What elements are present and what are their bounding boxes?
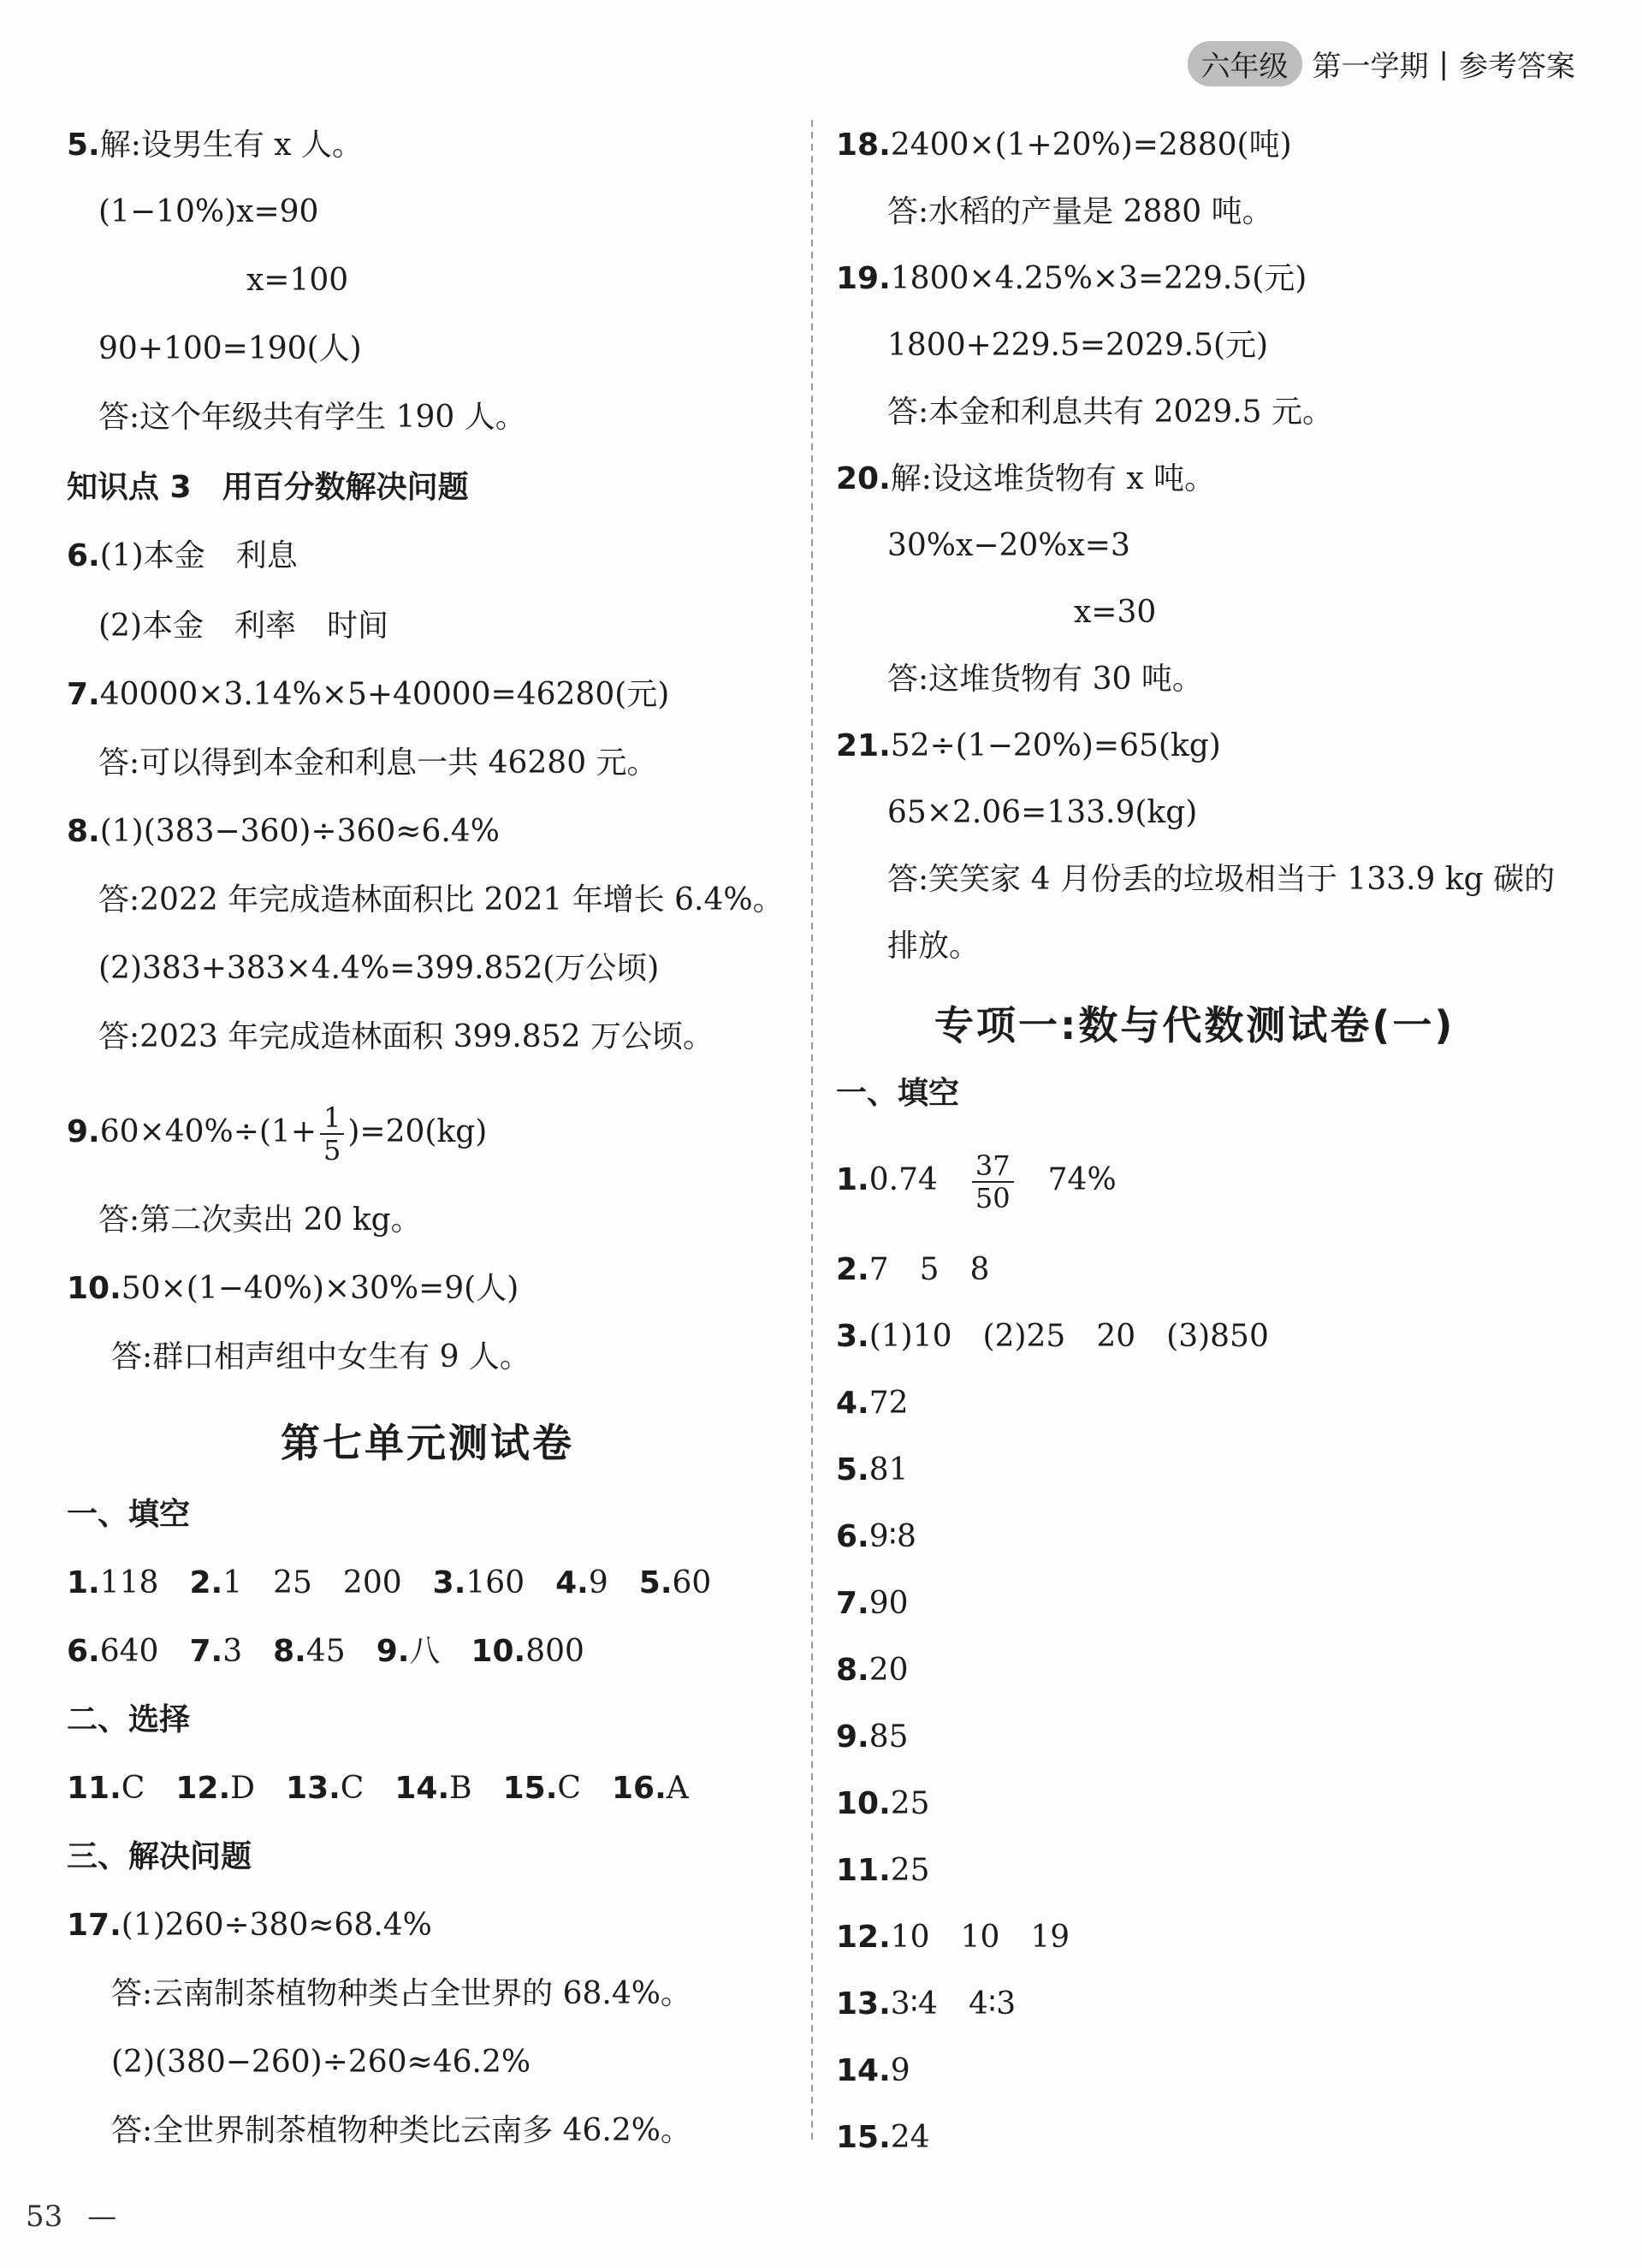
q6-line1: 6.(1)本金 利息 <box>67 538 298 573</box>
q7-answer: 答:可以得到本金和利息一共 46280 元。 <box>98 745 658 781</box>
q5-eq3: 90+100=190(人) <box>98 331 362 366</box>
q20-answer: 答:这堆货物有 30 吨。 <box>887 662 1203 697</box>
choice-row: 11.C 12.D 13.C 14.B 15.C 16.A <box>67 1771 689 1806</box>
q5-line1: 5.解:设男生有 x 人。 <box>67 128 364 163</box>
section-solve: 三、解决问题 <box>67 1839 252 1874</box>
q19-answer: 答:本金和利息共有 2029.5 元。 <box>887 395 1333 430</box>
special-item-13: 13.3∶4 4∶3 <box>836 1986 1017 2022</box>
page-footer <box>26 2200 116 2234</box>
q8-answer1: 答:2022 年完成造林面积比 2021 年增长 6.4%。 <box>98 882 784 917</box>
q17-answer2: 答:全世界制茶植物种类比云南多 46.2%。 <box>111 2113 691 2148</box>
q5-eq1: (1−10%)x=90 <box>98 194 319 229</box>
q8-answer2: 答:2023 年完成造林面积 399.852 万公顷。 <box>98 1019 714 1054</box>
q20-eq1: 30%x−20%x=3 <box>887 528 1130 563</box>
column-divider <box>811 120 813 2140</box>
q21-eq1: 21.52÷(1−20%)=65(kg) <box>836 728 1221 763</box>
fill-row-2: 6.640 7.3 8.45 9.八 10.800 <box>67 1634 584 1669</box>
item1-fraction: $\frac{37}{50}$ <box>972 1150 1014 1214</box>
q21-answer2: 排放。 <box>887 929 981 964</box>
special-section-fill: 一、填空 <box>836 1076 960 1111</box>
special-item-3: 3.(1)10 (2)25 20 (3)850 <box>836 1319 1269 1354</box>
q17-eq1: 17.(1)260÷380≈68.4% <box>67 1908 432 1943</box>
q17-answer1: 答:云南制茶植物种类占全世界的 68.4%。 <box>111 1976 691 2011</box>
q10-answer: 答:群口相声组中女生有 9 人。 <box>111 1339 531 1374</box>
q19-eq1: 19.1800×4.25%×3=229.5(元) <box>836 261 1307 296</box>
special-item-7: 7.90 <box>836 1586 909 1621</box>
q9-fraction: $\frac{1}{5}$ <box>320 1102 344 1166</box>
q21-eq2: 65×2.06=133.9(kg) <box>887 795 1198 830</box>
q7-eq: 7.40000×3.14%×5+40000=46280(元) <box>67 677 670 712</box>
q8-eq2: (2)383+383×4.4%=399.852(万公顷) <box>98 951 660 986</box>
q19-eq2: 1800+229.5=2029.5(元) <box>887 328 1269 363</box>
q17-eq2: (2)(380−260)÷260≈46.2% <box>111 2045 531 2080</box>
fill-row-1: 1.118 2.1 25 200 3.160 4.9 5.60 <box>67 1565 712 1600</box>
section-label: 参考答案 <box>1459 50 1575 84</box>
section-choice: 二、选择 <box>67 1702 191 1737</box>
grade-badge: 六年级 <box>1188 41 1302 86</box>
special-item-5: 5.81 <box>836 1452 909 1487</box>
special-item-15: 15.24 <box>836 2120 930 2155</box>
q10-eq: 10.50×(1−40%)×30%=9(人) <box>67 1271 519 1306</box>
right-column <box>817 0 1642 2157</box>
q8-eq1: 8.(1)(383−360)÷360≈6.4% <box>67 814 500 849</box>
q21-answer1: 答:笑笑家 4 月份丢的垃圾相当于 133.9 kg 碳的 <box>887 862 1556 897</box>
page-number: 53 <box>26 2200 63 2234</box>
special-item-12: 12.10 10 19 <box>836 1920 1070 1955</box>
special-item-1: 1.0.74 $\frac{37}{50}$ 74% <box>836 1149 1117 1214</box>
left-column <box>0 0 809 2157</box>
special-item-6: 6.9∶8 <box>836 1519 916 1554</box>
special-item-9: 9.85 <box>836 1719 909 1754</box>
special-test-title: 专项一:数与代数测试卷(一) <box>934 1002 1455 1048</box>
q9-answer: 答:第二次卖出 20 kg。 <box>98 1202 422 1238</box>
q5-answer: 答:这个年级共有学生 190 人。 <box>98 400 526 435</box>
q9-eq: 9.60×40%÷(1+ $\frac{1}{5}$ )=20(kg) <box>67 1101 488 1167</box>
unit-test-title: 第七单元测试卷 <box>281 1420 574 1466</box>
special-item-10: 10.25 <box>836 1786 930 1821</box>
special-item-14: 14.9 <box>836 2053 910 2088</box>
q20-eq2: x=30 <box>1074 595 1157 630</box>
q20-line1: 20.解:设这堆货物有 x 吨。 <box>836 461 1216 496</box>
section-fill: 一、填空 <box>67 1497 191 1532</box>
footer-dash: — <box>87 2200 117 2234</box>
q6-line2: (2)本金 利率 时间 <box>98 609 388 644</box>
special-item-11: 11.25 <box>836 1853 930 1888</box>
q18-eq: 18.2400×(1+20%)=2880(吨) <box>836 128 1292 163</box>
q18-answer: 答:水稻的产量是 2880 吨。 <box>887 194 1273 229</box>
q5-eq2: x=100 <box>246 263 349 298</box>
special-item-2: 2.7 5 8 <box>836 1252 990 1287</box>
term-label: 第一学期 <box>1312 50 1429 84</box>
knowledge-point-3: 知识点 3 用百分数解决问题 <box>67 470 469 505</box>
special-item-8: 8.20 <box>836 1653 909 1688</box>
special-item-4: 4.72 <box>836 1386 909 1421</box>
header-separator: | <box>1438 46 1449 81</box>
